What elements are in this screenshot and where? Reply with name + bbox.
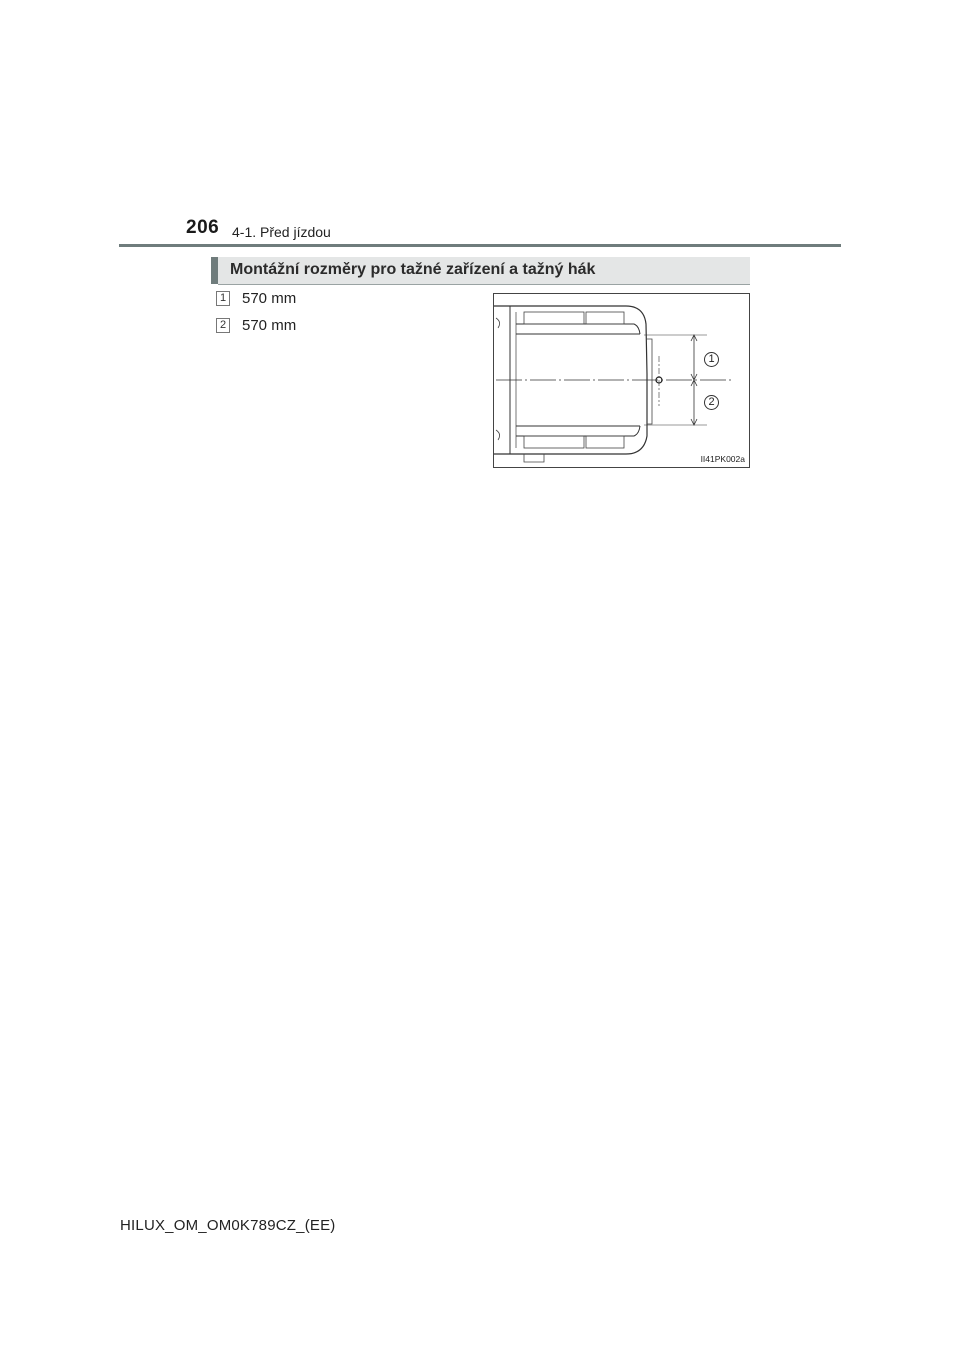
dimension-number-badge: 2 <box>216 318 230 333</box>
section-header: 4-1. Před jízdou <box>232 224 331 240</box>
subsection-heading <box>211 257 750 284</box>
figure-code: II41PK002a <box>700 454 745 464</box>
towing-dimension-figure <box>493 293 750 468</box>
callout-2: 2 <box>704 395 719 410</box>
header-rule <box>119 244 841 247</box>
dimension-value: 570 mm <box>242 290 297 307</box>
subsection-title: Montážní rozměry pro tažné zařízení a tažný hák <box>230 261 596 278</box>
vehicle-rear-topview-icon <box>494 294 749 467</box>
subsection-underline <box>218 284 750 285</box>
page-number: 206 <box>186 217 220 238</box>
callout-1: 1 <box>704 352 719 367</box>
dimension-value: 570 mm <box>242 317 297 334</box>
document-id-footer: HILUX_OM_OM0K789CZ_(EE) <box>120 1217 336 1234</box>
dimension-number-badge: 1 <box>216 291 230 306</box>
